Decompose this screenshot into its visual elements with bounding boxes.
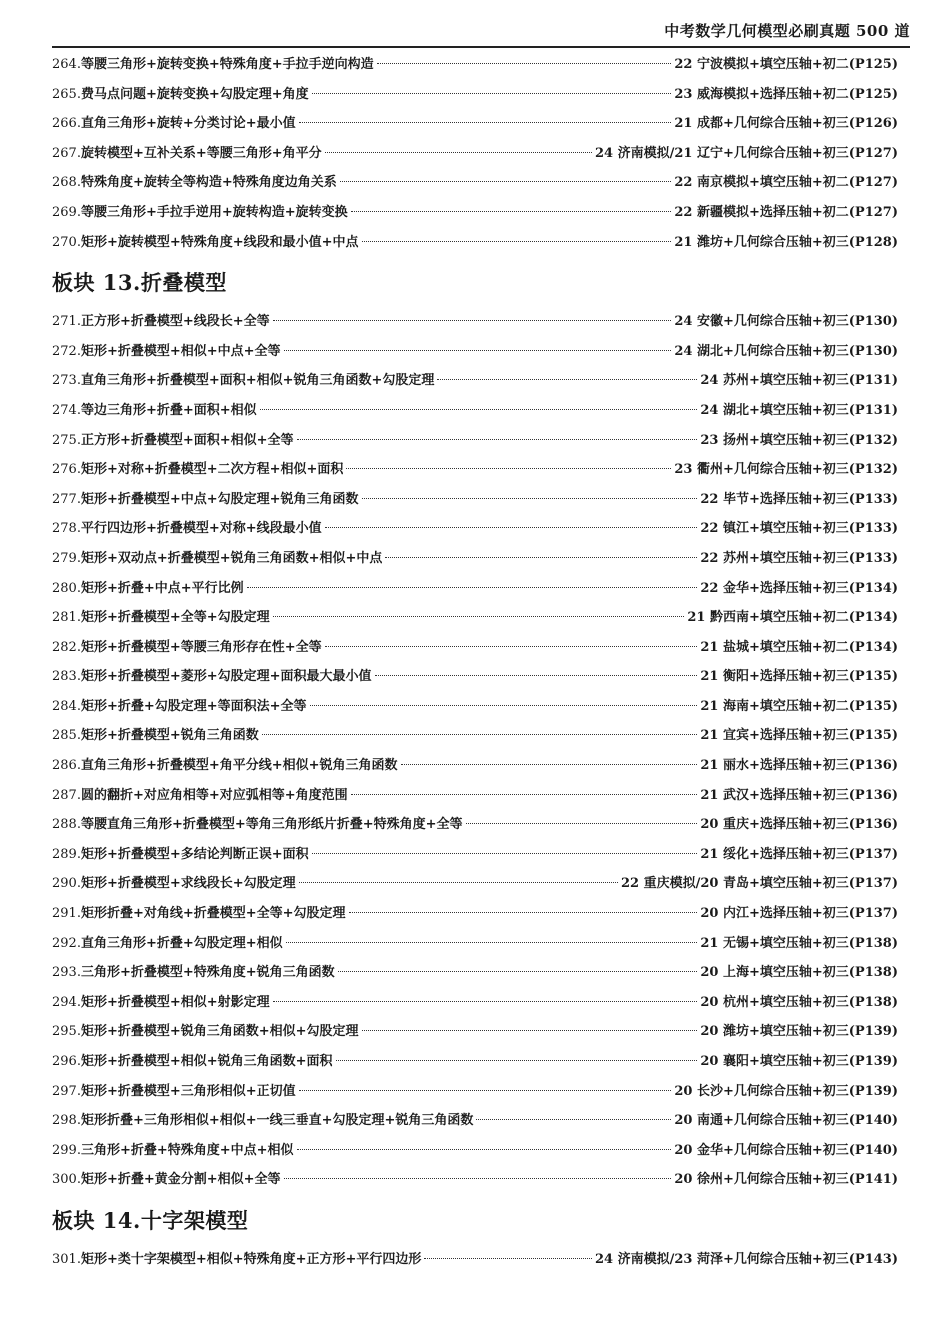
entry-number: 293.	[52, 965, 81, 981]
entry-number: 290.	[52, 876, 81, 892]
leader-dots	[349, 912, 698, 913]
entry-number: 273.	[52, 373, 81, 389]
entry-source: 21 成都+几何综合压轴+初三(P126)	[674, 116, 898, 132]
leader-dots	[273, 320, 672, 321]
entry-topic: 矩形+折叠模型+全等+勾股定理	[80, 610, 270, 626]
entry-source: 22 新疆模拟+选择压轴+初二(P127)	[674, 204, 898, 220]
entry-source: 23 衢州+几何综合压轴+初三(P132)	[674, 462, 898, 478]
toc-entry	[52, 1165, 898, 1195]
leader-dots	[401, 764, 698, 765]
entry-source: 20 潍坊+填空压轴+初三(P139)	[700, 1024, 898, 1040]
toc-entry	[52, 988, 898, 1018]
entry-topic: 直角三角形+折叠模型+面积+相似+锐角三角函数+勾股定理	[80, 373, 435, 389]
toc-entry	[52, 1136, 898, 1166]
entry-number: 300.	[52, 1172, 81, 1188]
entry-number: 284.	[52, 698, 81, 714]
entry-topic: 矩形+折叠模型+等腰三角形存在性+全等	[80, 639, 322, 655]
entry-number: 266.	[52, 116, 81, 132]
toc-entry	[52, 781, 898, 811]
entry-number: 274.	[52, 402, 81, 418]
entry-topic: 矩形+折叠模型+多结论判断正误+面积	[80, 846, 309, 862]
entry-number: 280.	[52, 580, 81, 596]
entry-number: 297.	[52, 1083, 81, 1099]
entry-topic: 矩形+折叠模型+相似+锐角三角函数+面积	[80, 1054, 333, 1069]
entry-source: 22 重庆模拟/20 青岛+填空压轴+初三(P137)	[621, 876, 898, 892]
entry-source: 24 苏州+填空压轴+初三(P131)	[700, 373, 898, 389]
section-title-cross: 板块 14.十字架模型	[52, 1207, 249, 1233]
entry-source: 20 南通+几何综合压轴+初三(P140)	[674, 1113, 898, 1129]
toc-entry	[52, 899, 898, 929]
entry-topic: 三角形+折叠模型+特殊角度+锐角三角函数	[80, 965, 335, 981]
entry-topic: 矩形+折叠模型+三角形相似+正切值	[80, 1083, 296, 1099]
entry-topic: 等腰三角形+手拉手逆用+旋转构造+旋转变换	[80, 204, 348, 220]
leader-dots	[351, 794, 698, 795]
leader-dots	[273, 616, 685, 617]
leader-dots	[338, 971, 698, 972]
entry-number: 265.	[52, 86, 81, 102]
leader-dots	[325, 527, 698, 528]
toc-entry	[52, 80, 898, 110]
toc-entry	[52, 1017, 898, 1047]
toc-entry	[52, 366, 898, 396]
toc-entry	[52, 751, 898, 781]
leader-dots	[297, 1149, 672, 1150]
entry-topic: 矩形+双动点+折叠模型+锐角三角函数+相似+中点	[80, 550, 383, 566]
toc-entry	[52, 544, 898, 574]
toc-entry	[52, 485, 898, 515]
entry-source: 20 内江+选择压轴+初三(P137)	[700, 906, 898, 922]
entry-number: 277.	[52, 491, 81, 507]
entry-topic: 矩形+旋转模型+特殊角度+线段和最小值+中点	[80, 234, 359, 250]
toc-entry	[52, 50, 898, 80]
entry-number: 281.	[52, 610, 81, 626]
entry-topic: 费马点问题+旋转变换+勾股定理+角度	[80, 86, 309, 102]
entry-source: 21 衡阳+选择压轴+初三(P135)	[700, 669, 898, 685]
page-header	[52, 14, 910, 48]
entry-topic: 矩形+折叠模型+相似+射影定理	[80, 994, 270, 1010]
entry-topic: 矩形+折叠+勾股定理+等面积法+全等	[80, 698, 307, 714]
entry-source: 22 宁波模拟+填空压轴+初二(P125)	[674, 57, 898, 72]
entry-number: 301.	[52, 1251, 81, 1267]
entry-topic: 矩形+折叠模型+求线段长+勾股定理	[80, 876, 296, 892]
entry-number: 288.	[52, 817, 81, 833]
entry-number: 270.	[52, 234, 81, 250]
entry-number: 295.	[52, 1024, 81, 1040]
toc-entry	[52, 455, 898, 485]
entry-number: 271.	[52, 314, 81, 330]
leader-dots	[284, 350, 672, 351]
entry-number: 275.	[52, 432, 81, 448]
entry-source: 22 镇江+填空压轴+初三(P133)	[700, 521, 898, 537]
entry-source: 24 湖北+填空压轴+初三(P131)	[700, 402, 898, 418]
entry-number: 289.	[52, 846, 81, 862]
entry-source: 20 徐州+几何综合压轴+初三(P141)	[674, 1172, 898, 1188]
toc-entry	[52, 514, 898, 544]
entry-number: 282.	[52, 639, 81, 655]
entry-number: 272.	[52, 343, 81, 359]
entry-number: 294.	[52, 994, 81, 1010]
toc-entry	[52, 337, 898, 367]
leader-dots	[362, 241, 672, 242]
entry-number: 298.	[52, 1113, 81, 1129]
entry-topic: 圆的翻折+对应角相等+对应弧相等+角度范围	[80, 787, 348, 803]
toc-entry	[52, 1077, 898, 1107]
entry-source: 21 宜宾+选择压轴+初三(P135)	[700, 728, 898, 744]
toc-entry	[52, 307, 898, 337]
entry-source: 20 重庆+选择压轴+初三(P136)	[700, 817, 898, 833]
toc-entry	[52, 810, 898, 840]
entry-topic: 矩形折叠+三角形相似+相似+一线三垂直+勾股定理+锐角三角函数	[80, 1113, 474, 1129]
entry-list-rotation	[52, 50, 898, 257]
leader-dots	[299, 122, 672, 123]
entry-list-folding	[52, 307, 898, 1195]
entry-number: 291.	[52, 906, 81, 922]
entry-topic: 矩形+对称+折叠模型+二次方程+相似+面积	[80, 462, 344, 478]
table-of-contents	[52, 50, 898, 1275]
leader-dots	[325, 646, 698, 647]
entry-topic: 直角三角形+折叠+勾股定理+相似	[80, 935, 283, 951]
leader-dots	[424, 1258, 592, 1259]
toc-entry	[52, 109, 898, 139]
entry-source: 21 潍坊+几何综合压轴+初三(P128)	[674, 234, 898, 250]
leader-dots	[385, 557, 697, 558]
leader-dots	[297, 439, 698, 440]
leader-dots	[375, 675, 698, 676]
entry-source: 20 杭州+填空压轴+初三(P138)	[700, 994, 898, 1010]
entry-source: 20 金华+几何综合压轴+初三(P140)	[674, 1142, 898, 1158]
entry-source: 24 济南模拟/21 辽宁+几何综合压轴+初三(P127)	[595, 145, 898, 161]
entry-source: 21 海南+填空压轴+初二(P135)	[700, 698, 898, 714]
leader-dots	[260, 409, 698, 410]
entry-topic: 正方形+折叠模型+面积+相似+全等	[80, 432, 294, 448]
entry-source: 22 金华+选择压轴+初三(P134)	[700, 580, 898, 596]
toc-entry	[52, 426, 898, 456]
section-title-folding: 板块 13.折叠模型	[52, 270, 227, 296]
entry-source: 21 无锡+填空压轴+初三(P138)	[700, 935, 898, 951]
entry-source: 21 绥化+选择压轴+初三(P137)	[700, 846, 898, 862]
leader-dots	[325, 152, 592, 153]
leader-dots	[273, 1001, 698, 1002]
entry-topic: 矩形+折叠模型+相似+中点+全等	[80, 343, 281, 359]
entry-number: 283.	[52, 669, 81, 685]
entry-number: 285.	[52, 728, 81, 744]
entry-topic: 矩形+折叠模型+中点+勾股定理+锐角三角函数	[80, 491, 359, 507]
entry-topic: 矩形+折叠模型+菱形+勾股定理+面积最大最小值	[80, 669, 372, 685]
leader-dots	[312, 93, 672, 94]
entry-number: 287.	[52, 787, 81, 803]
leader-dots	[377, 63, 672, 64]
toc-entry	[52, 1047, 898, 1077]
entry-topic: 三角形+折叠+特殊角度+中点+相似	[80, 1142, 294, 1158]
entry-source: 20 襄阳+填空压轴+初三(P139)	[700, 1054, 898, 1069]
toc-entry	[52, 721, 898, 751]
entry-topic: 矩形+折叠+黄金分割+相似+全等	[80, 1172, 281, 1188]
entry-source: 21 黔西南+填空压轴+初二(P134)	[687, 610, 898, 626]
entry-topic: 直角三角形+旋转+分类讨论+最小值	[80, 116, 296, 132]
entry-topic: 直角三角形+折叠模型+角平分线+相似+锐角三角函数	[80, 758, 398, 774]
entry-topic: 旋转模型+互补关系+等腰三角形+角平分	[80, 145, 322, 161]
entry-number: 279.	[52, 550, 81, 566]
leader-dots	[336, 1060, 698, 1061]
entry-number: 286.	[52, 758, 81, 774]
entry-topic: 矩形+类十字架模型+相似+特殊角度+正方形+平行四边形	[80, 1251, 422, 1267]
entry-number: 267.	[52, 145, 81, 161]
leader-dots	[362, 1030, 698, 1031]
entry-topic: 矩形+折叠模型+锐角三角函数+相似+勾股定理	[80, 1024, 359, 1040]
toc-entry	[52, 574, 898, 604]
entry-number: 276.	[52, 462, 81, 478]
entry-topic: 矩形+折叠模型+锐角三角函数	[80, 728, 259, 744]
toc-entry	[52, 1245, 898, 1275]
entry-number: 269.	[52, 204, 81, 220]
toc-entry	[52, 929, 898, 959]
entry-topic: 等腰直角三角形+折叠模型+等角三角形纸片折叠+特殊角度+全等	[80, 817, 463, 833]
entry-number: 296.	[52, 1054, 81, 1069]
entry-list-cross	[52, 1245, 898, 1275]
entry-source: 24 济南模拟/23 菏泽+几何综合压轴+初三(P143)	[595, 1251, 898, 1267]
entry-topic: 等腰三角形+旋转变换+特殊角度+手拉手逆向构造	[80, 57, 374, 72]
toc-entry	[52, 396, 898, 426]
entry-topic: 正方形+折叠模型+线段长+全等	[80, 314, 270, 330]
entry-source: 21 盐城+填空压轴+初二(P134)	[700, 639, 898, 655]
entry-number: 278.	[52, 521, 81, 537]
entry-source: 23 扬州+填空压轴+初三(P132)	[700, 432, 898, 448]
entry-source: 24 安徽+几何综合压轴+初三(P130)	[674, 314, 898, 330]
leader-dots	[437, 379, 697, 380]
entry-topic: 矩形+折叠+中点+平行比例	[80, 580, 244, 596]
leader-dots	[299, 882, 618, 883]
entry-number: 268.	[52, 175, 81, 191]
entry-source: 23 威海模拟+选择压轴+初二(P125)	[674, 86, 898, 102]
toc-entry	[52, 958, 898, 988]
leader-dots	[299, 1090, 672, 1091]
leader-dots	[312, 853, 698, 854]
leader-dots	[351, 211, 672, 212]
entry-source: 21 武汉+选择压轴+初三(P136)	[700, 787, 898, 803]
entry-number: 264.	[52, 57, 81, 72]
leader-dots	[346, 468, 671, 469]
entry-number: 299.	[52, 1142, 81, 1158]
toc-entry	[52, 1106, 898, 1136]
toc-entry	[52, 198, 898, 228]
leader-dots	[247, 587, 698, 588]
toc-entry	[52, 603, 898, 633]
entry-source: 20 上海+填空压轴+初三(P138)	[700, 965, 898, 981]
entry-source: 22 毕节+选择压轴+初三(P133)	[700, 491, 898, 507]
leader-dots	[476, 1119, 671, 1120]
entry-topic: 平行四边形+折叠模型+对称+线段最小值	[80, 521, 322, 537]
leader-dots	[286, 942, 698, 943]
leader-dots	[284, 1178, 672, 1179]
toc-entry	[52, 139, 898, 169]
toc-entry	[52, 168, 898, 198]
leader-dots	[262, 734, 698, 735]
entry-number: 292.	[52, 935, 81, 951]
toc-entry	[52, 869, 898, 899]
leader-dots	[362, 498, 698, 499]
toc-entry	[52, 662, 898, 692]
toc-entry	[52, 692, 898, 722]
toc-entry	[52, 840, 898, 870]
leader-dots	[340, 181, 672, 182]
entry-source: 20 长沙+几何综合压轴+初三(P139)	[674, 1083, 898, 1099]
entry-source: 24 湖北+几何综合压轴+初三(P130)	[674, 343, 898, 359]
entry-topic: 特殊角度+旋转全等构造+特殊角度边角关系	[80, 175, 337, 191]
book-title: 中考数学几何模型必刷真题 500 道	[664, 22, 910, 40]
entry-topic: 矩形折叠+对角线+折叠模型+全等+勾股定理	[80, 906, 346, 922]
toc-entry	[52, 228, 898, 258]
entry-source: 22 苏州+填空压轴+初三(P133)	[700, 550, 898, 566]
entry-source: 21 丽水+选择压轴+初三(P136)	[700, 758, 898, 774]
entry-topic: 等边三角形+折叠+面积+相似	[80, 402, 257, 418]
leader-dots	[310, 705, 698, 706]
entry-source: 22 南京模拟+填空压轴+初二(P127)	[674, 175, 898, 191]
leader-dots	[466, 823, 698, 824]
toc-entry	[52, 633, 898, 663]
